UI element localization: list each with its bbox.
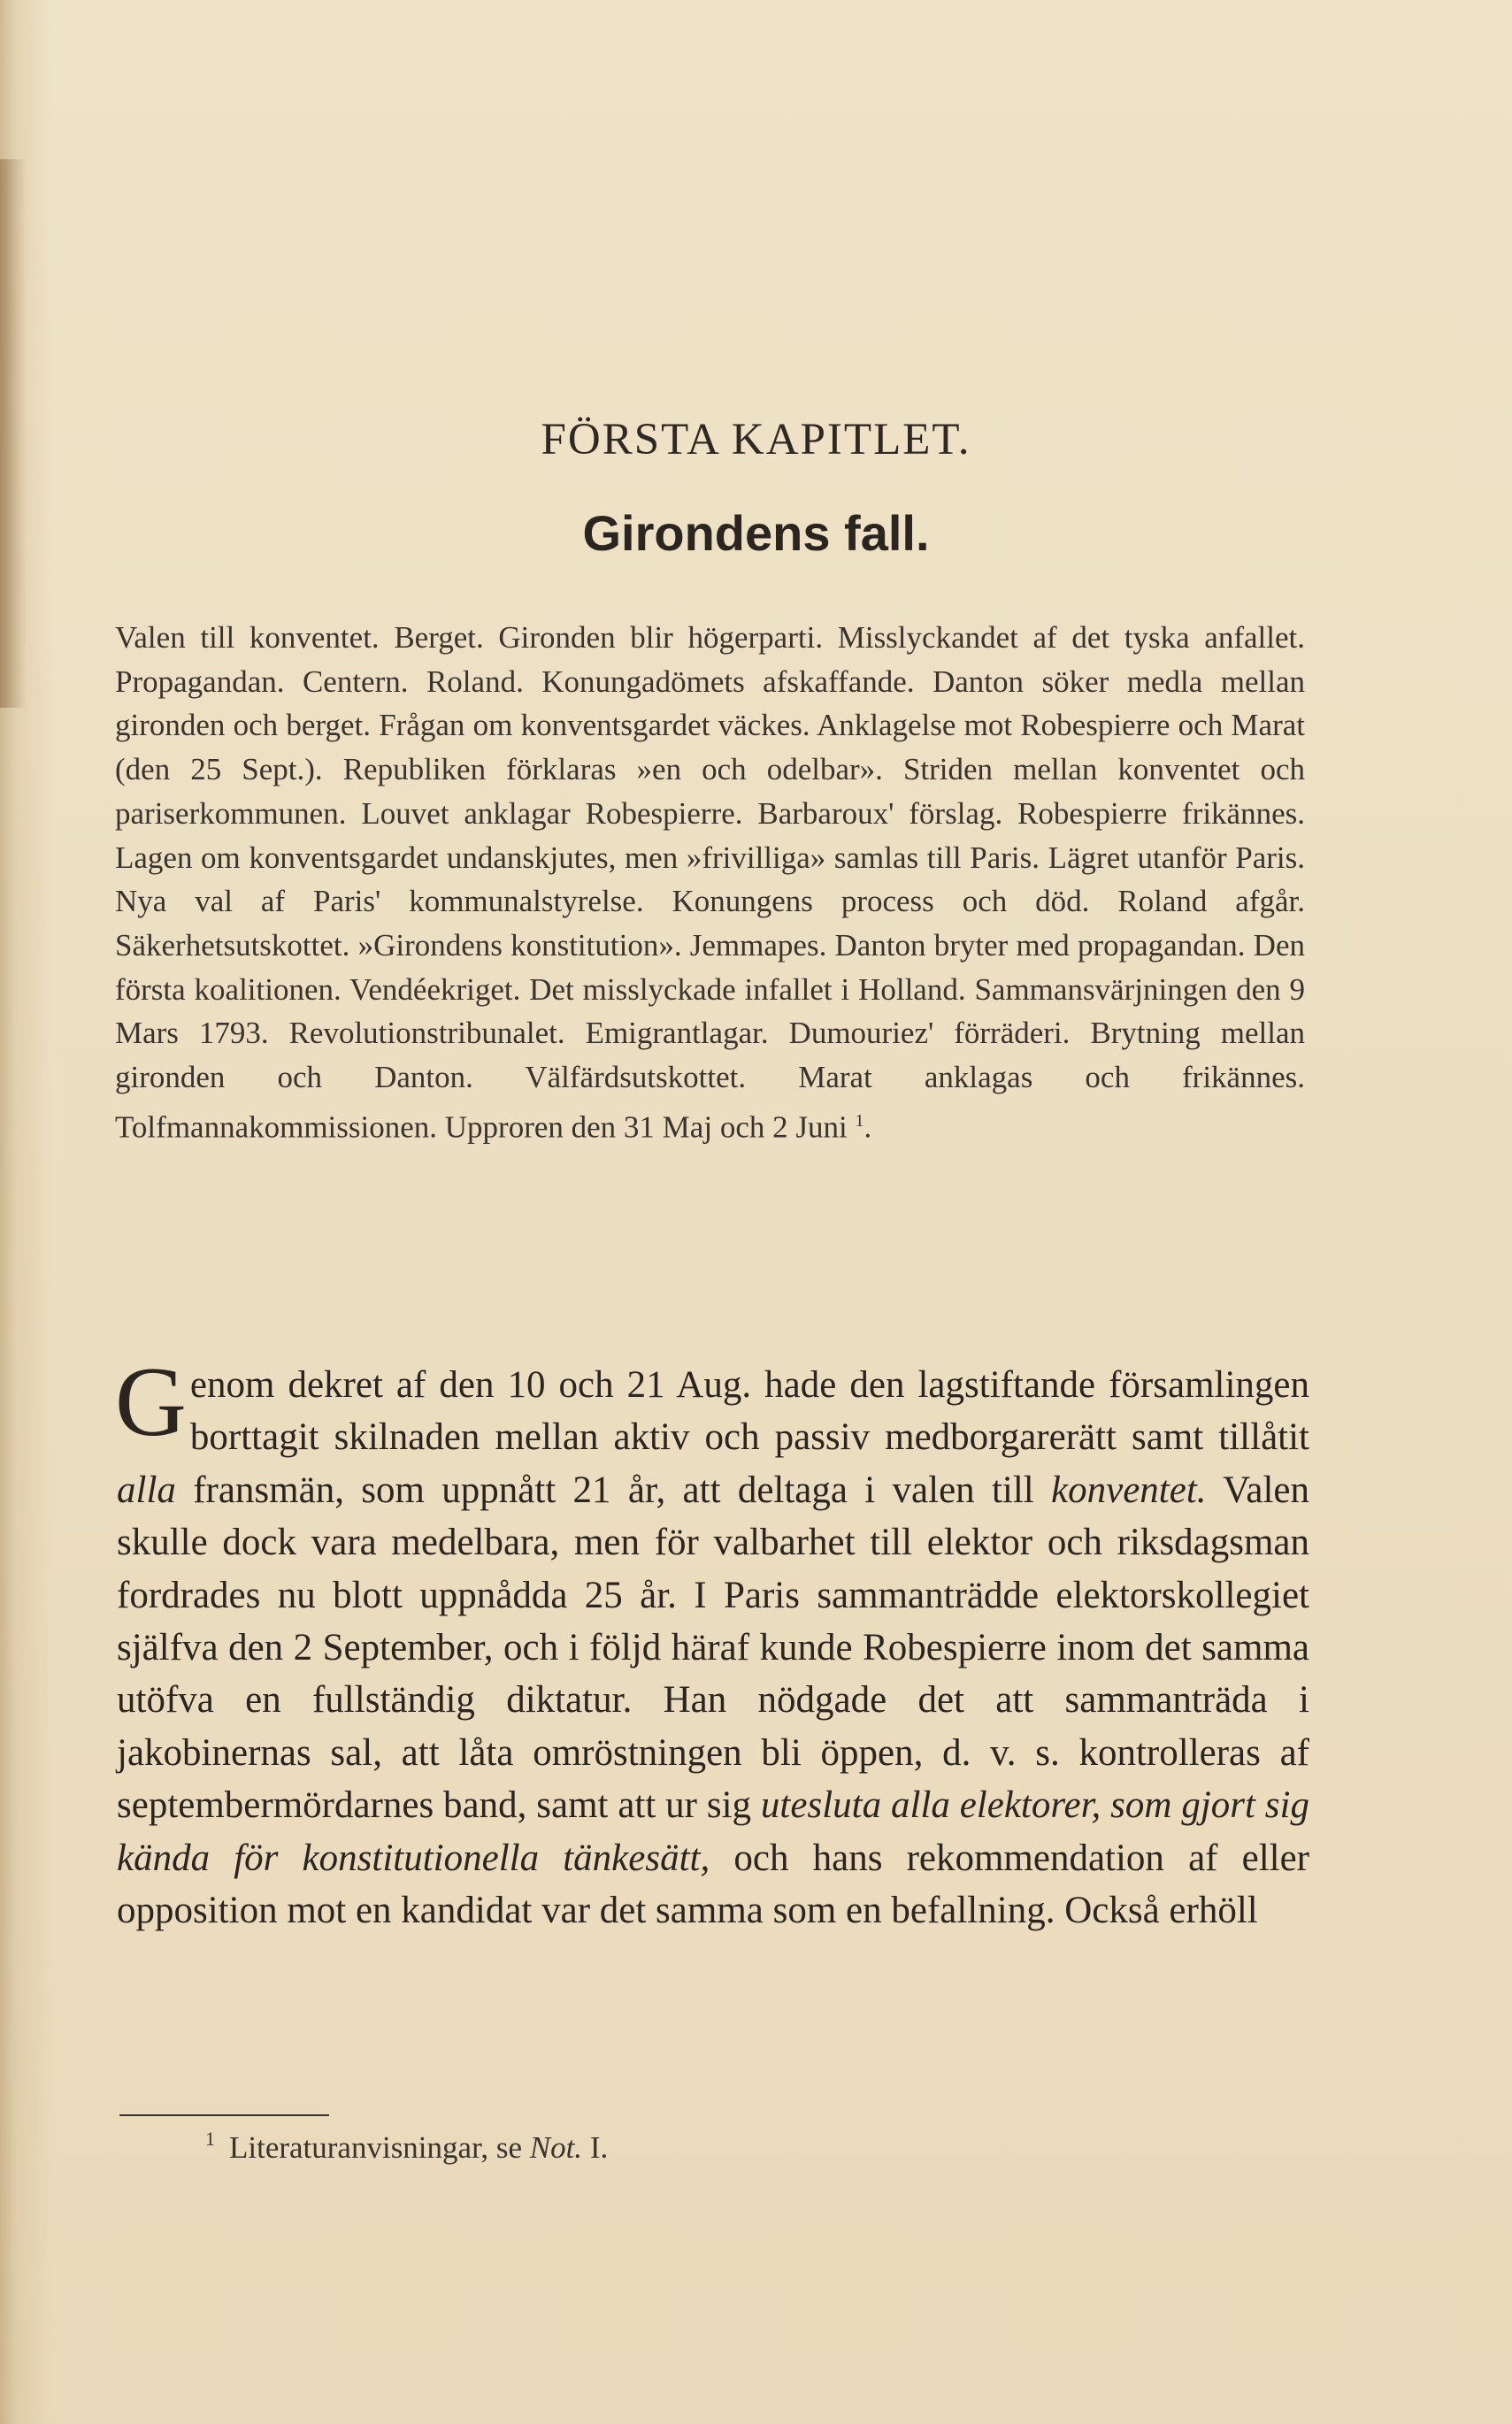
body-text-part-2: fransmän, som uppnått 21 år, att deltaga i valen till xyxy=(175,1469,1052,1511)
footnote-rule xyxy=(119,2114,329,2116)
chapter-heading: FÖRSTA KAPITLET. xyxy=(541,415,971,464)
summary-footnote-ref[interactable]: 1 xyxy=(855,1110,864,1131)
body-paragraph xyxy=(115,1347,1310,1937)
body-emphasis-3: utesluta alla elektorer, som gjort sig kända för konstitutionella tänkesätt, xyxy=(117,1784,1309,1879)
body-text-part-1: enom dekret af den 10 och 21 Aug. hade den lagstiftande församlingen borttagit skilnaden mellan aktiv och passiv medborgarerätt samt tillåtit xyxy=(189,1364,1309,1459)
body-emphasis-2: konventet. xyxy=(1051,1469,1207,1511)
footnote-tail: I. xyxy=(582,2130,609,2165)
body-text-part-3: Valen skulle dock vara medelbara, men för valbarhet till elektor och riksdagsman fordrades nu blott uppnådda 25 år. I Paris sammanträdde elektorskollegiet själfva den 2 September, och i följd häraf kunde Robespierre inom det samma utöfva en fullständig diktatur. Han nödgade det att sammanträda i jakobinernas sal, att låta omröstningen bli öppen, d. v. s. kontrolleras af septembermördarnes band, samt att ur sig xyxy=(117,1469,1309,1827)
footnote-text: Literaturanvisningar, se xyxy=(229,2130,530,2165)
body-emphasis-1: alla xyxy=(117,1469,176,1511)
chapter-summary-text: Valen till konventet. Berget. Gironden blir högerparti. Misslyckandet af det tyska anfallet. Propagandan. Centern. Roland. Konungadömets afskaffande. Danton söker medla mellan gironden och berget. Frågan om konventsgardet väckes. Anklagelse mot Robespierre och Marat (den 25 Sept.). Republiken förklaras »en och odelbar». Striden mellan konventet och pariserkommunen. Louvet anklagar Robespierre. Barbaroux' förslag. Robespierre frikännes. Lagen om konventsgardet undanskjutes, men »frivilliga» samlas till Paris. Lägret utanför Paris. Nya val af Paris' kommunalstyrelse. Konungens process och död. Roland afgår. Säkerhetsutskottet. »Girondens konstitution». Jemmapes. Danton bryter med propagandan. Den första koalitionen. Vendéekriget. Det misslyckade infallet i Holland. Sammansvärjningen den 9 Mars 1793. Revolutionstribunalet. Emigrantlagar. Dumouriez' förräderi. Brytning mellan gironden och Danton. Välfärdsutskottet. Marat anklagas och frikännes. Tolfmannakommissionen. Upproren den 31 Maj och 2 Juni xyxy=(115,620,1305,1145)
footnote xyxy=(205,2128,608,2166)
chapter-title: Girondens fall. xyxy=(582,505,930,561)
footnote-note-ref[interactable]: Not. xyxy=(529,2130,583,2165)
footnote-mark: 1 xyxy=(205,2128,215,2150)
chapter-summary: Valen till konventet. Berget. Gironden blir högerparti. Misslyckandet af det tyska anfallet. Propagandan. Centern. Roland. Konungadömets afskaffande. Danton söker medla mellan gironden och berget. Frågan om konventsgardet väckes. Anklagelse mot Robespierre och Marat (den 25 Sept.). Republiken förklaras »en och odelbar». Striden mellan konventet och pariserkommunen. Louvet anklagar Robespierre. Barbaroux' förslag. Robespierre frikännes. Lagen om konventsgardet undanskjutes, men »frivilliga» samlas till Paris. Lägret utanför Paris. Nya val af Paris' kommunalstyrelse. Konungens process och död. Roland afgår. Säkerhetsutskottet. »Girondens konstitution». Jemmapes. Danton bryter med propagandan. Den första koalitionen. Vendéekriget. Det misslyckade infallet i Holland. Sammansvärjningen den 9 Mars 1793. Revolutionstribunalet. Emigrantlagar. Dumouriez' förräderi. Brytning mellan gironden och Danton. Välfärdsutskottet. Marat anklagas och frikännes. Tolfmannakommissionen. Upproren den 31 Maj och 2 Juni $^1$. xyxy=(115,620,1305,1145)
drop-cap: G xyxy=(115,1347,187,1457)
body-text-part-4: och hans rekommendation af eller opposition mot en kandidat var det samma som en befallning. Också erhöll xyxy=(117,1837,1310,1932)
